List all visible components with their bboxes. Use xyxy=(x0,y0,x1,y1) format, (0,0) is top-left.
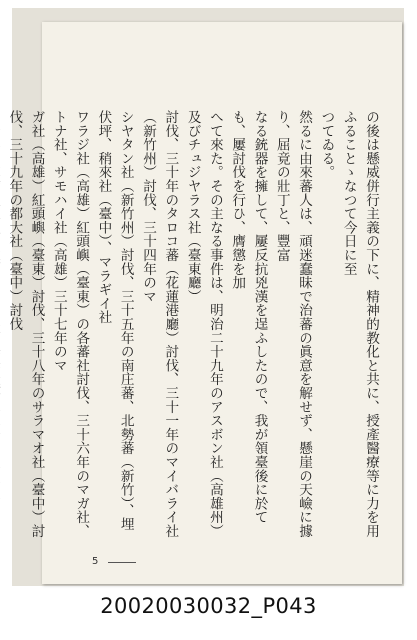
text-column: シヤタン社（新竹州）討伐、三十五年の南庄蕃、北勢蕃（新竹）、埋伏坪、稍來社（臺中）、マラギイ社 xyxy=(95,110,134,531)
text-column: 然るに由來蕃人は、頑迷蠢昧で治蕃の眞意を解せず、懸崖の天嶮に據り、屈竟の壯丁と、豐富 xyxy=(273,110,313,538)
scanned-sheet xyxy=(6,8,404,586)
text-column: ガ社（高雄）紅頭嶼（臺東）討伐、三十八年のサラマオ社（臺中）討伐、三十九年の都大社（臺中）討伐 xyxy=(6,110,45,538)
text-column: なる銃器を擁して、屢反抗兇漢を逞ふしたので、我が領臺後に於ても、屢討伐を行ひ、膺懲を加 xyxy=(229,110,268,524)
text-column: へて來た。その主なる事件は、明治二十九年のアスボン社（高雄州）及びチュジヤラス社（臺東廳） xyxy=(184,110,223,538)
page-number: 5 xyxy=(92,556,99,567)
text-column: ワラジ社（高雄）紅頭嶼（臺東）の各蕃社討伐、三十六年のマガ社、トナ社、サモハイ社（高雄）三十七年のマ xyxy=(50,110,90,538)
text-column: つてゐる。 xyxy=(318,110,335,179)
archive-id-caption: 20020030032_P043 xyxy=(100,594,317,618)
body-text xyxy=(6,110,382,542)
folio-rule xyxy=(108,562,136,563)
document-page xyxy=(6,22,402,584)
text-column xyxy=(0,110,3,542)
text-column: 討伐、三十年のタロコ蕃（花蓮港廳）討伐、三十一年のマイバライ社（新竹州）討伐、三十四年のマ xyxy=(140,110,179,538)
text-column: の後は懸威併行主義の下に、精神的教化と共に、授產醫療等に力を用ふることゝなつて今日に至 xyxy=(340,110,379,538)
